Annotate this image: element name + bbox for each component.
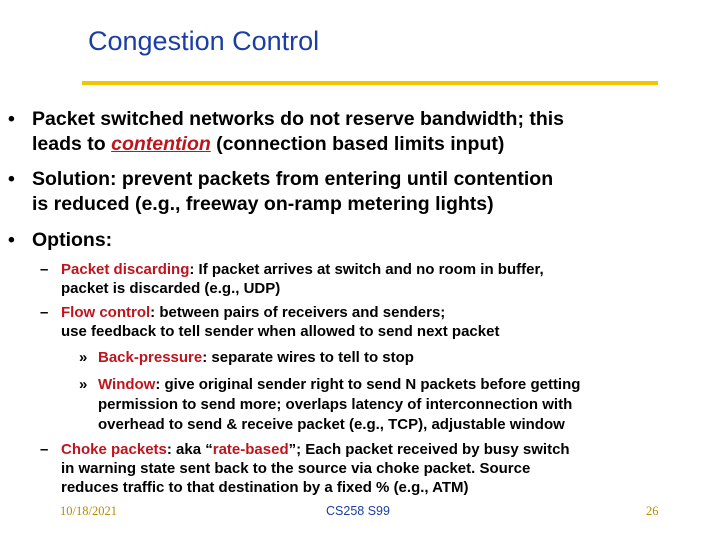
option-line bbox=[61, 304, 445, 323]
option-text: : give original sender right to send N packets before getting bbox=[155, 376, 581, 393]
slide-title: Congestion Control bbox=[88, 26, 320, 56]
dash-mark: – bbox=[40, 304, 49, 321]
option-line: permission to send more; overlaps latency of interconnection with bbox=[98, 396, 573, 413]
option-text: : separate wires to tell to stop bbox=[202, 349, 414, 366]
dash-mark: – bbox=[40, 441, 49, 458]
option-line: overhead to send & receive packet (e.g., TCP), adjustable window bbox=[98, 416, 565, 433]
bullet-line: Solution: prevent packets from entering until contention bbox=[32, 168, 554, 190]
option-line bbox=[98, 376, 580, 395]
bullet-line: is reduced (e.g., freeway on-ramp metering lights) bbox=[32, 193, 494, 215]
option-term: Flow control bbox=[61, 304, 151, 321]
option-term: Packet discarding bbox=[61, 261, 190, 278]
option-term: Choke packets bbox=[61, 441, 167, 458]
bullet-mark: • bbox=[8, 108, 15, 130]
option-line: packet is discarded (e.g., UDP) bbox=[61, 279, 281, 297]
bullet-line bbox=[32, 133, 504, 156]
bullet-mark: • bbox=[8, 168, 15, 190]
option-text: : between pairs of receivers and senders; bbox=[150, 304, 446, 321]
footer-page-number: 26 bbox=[646, 504, 659, 518]
bullet-mark: • bbox=[8, 229, 15, 251]
option-line: in warning state sent back to the source via choke packet. Source bbox=[61, 460, 531, 477]
bullet-line: Packet switched networks do not reserve bandwidth; this bbox=[32, 108, 565, 130]
option-text: : If packet arrives at switch and no room in buffer, bbox=[189, 261, 544, 278]
option-line: reduces traffic to that destination by a fixed % (e.g., ATM) bbox=[61, 479, 469, 496]
dash-mark: – bbox=[40, 261, 49, 278]
title-underline bbox=[82, 81, 658, 85]
bullet-line-post: (connection based limits input) bbox=[210, 133, 505, 155]
raquo-mark: » bbox=[79, 349, 88, 366]
option-line bbox=[98, 349, 414, 368]
option-line bbox=[61, 441, 570, 460]
footer-date: 10/18/2021 bbox=[60, 504, 117, 518]
option-line bbox=[61, 261, 544, 280]
option-term: Back-pressure bbox=[98, 349, 203, 366]
option-text: ”; Each packet received by busy switch bbox=[288, 441, 570, 458]
option-line: use feedback to tell sender when allowed to send next packet bbox=[61, 322, 500, 340]
contention-term: contention bbox=[111, 133, 211, 155]
option-term: rate-based bbox=[212, 441, 289, 458]
bullet-line: Options: bbox=[32, 229, 113, 251]
option-text: : aka “ bbox=[166, 441, 213, 458]
option-term: Window bbox=[98, 376, 156, 393]
footer-course: CS258 S99 bbox=[326, 504, 390, 518]
raquo-mark: » bbox=[79, 376, 88, 393]
bullet-line-pre: leads to bbox=[32, 133, 112, 155]
